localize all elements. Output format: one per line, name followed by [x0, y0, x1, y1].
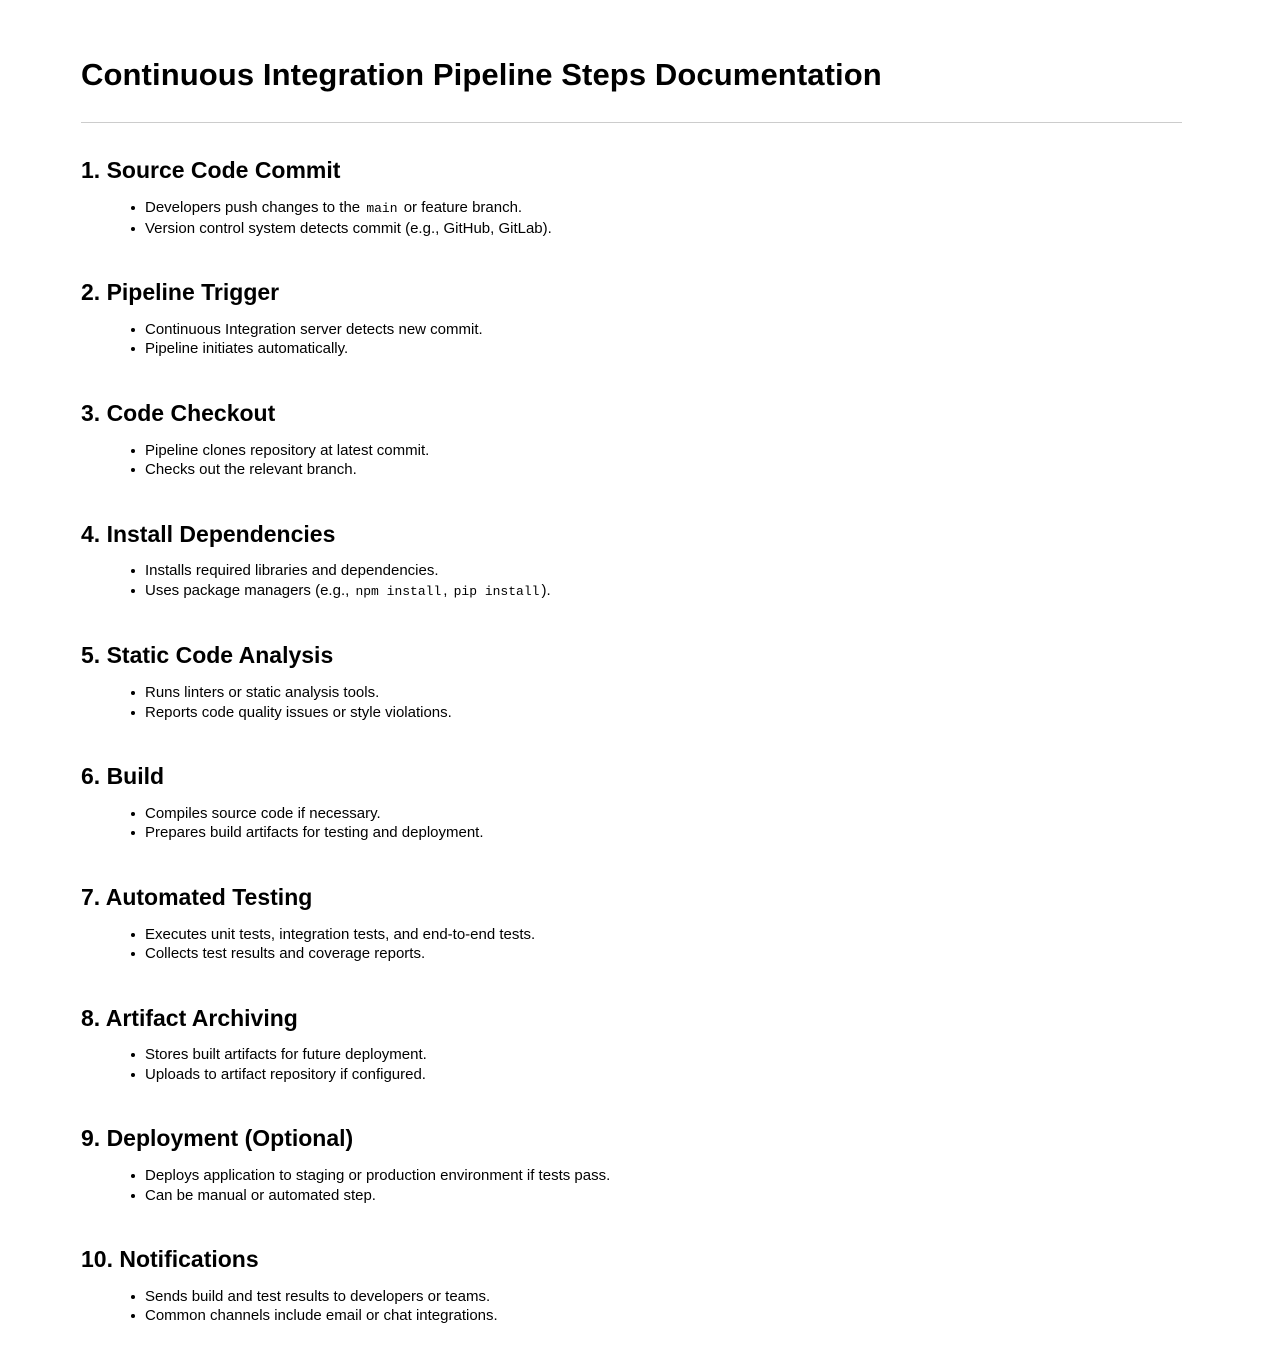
inline-code: main — [366, 201, 398, 217]
list-item — [131, 339, 1182, 359]
pipeline-step-section — [81, 1245, 1182, 1326]
inline-code: npm install — [355, 583, 442, 599]
title-divider — [81, 122, 1182, 123]
list-item — [131, 198, 1182, 219]
bullet-text: Uploads to artifact repository if configured. — [145, 1065, 426, 1083]
list-item — [131, 804, 1182, 824]
section-heading: 1. Source Code Commit — [81, 157, 341, 184]
bullet-text: Prepares build artifacts for testing and deployment. — [145, 824, 484, 842]
bullet-text: Sends build and test results to developers or teams. — [145, 1287, 491, 1305]
section-heading: 9. Deployment (Optional) — [81, 1125, 354, 1152]
list-item — [131, 1065, 1182, 1085]
bullet-text: Runs linters or static analysis tools. — [145, 684, 380, 702]
section-heading: 10. Notifications — [81, 1246, 259, 1273]
list-item — [131, 944, 1182, 964]
section-heading: 7. Automated Testing — [81, 883, 313, 910]
pipeline-step-section — [81, 1004, 1182, 1085]
section-bullet-list — [81, 561, 1182, 601]
bullet-text: Continuous Integration server detects new commit. — [145, 320, 483, 338]
bullet-text: Collects test results and coverage reports. — [145, 945, 426, 963]
section-heading: 5. Static Code Analysis — [81, 642, 334, 669]
pipeline-step-section — [81, 278, 1182, 359]
bullet-text: Uses package managers (e.g., — [145, 581, 354, 599]
section-bullet-list — [81, 1287, 1182, 1326]
section-bullet-list — [81, 1045, 1182, 1084]
pipeline-step-section — [81, 399, 1182, 480]
page-title: Continuous Integration Pipeline Steps Documentation — [81, 57, 882, 92]
section-heading: 8. Artifact Archiving — [81, 1004, 298, 1031]
bullet-text: or feature branch. — [399, 199, 523, 217]
list-item — [131, 441, 1182, 461]
bullet-text: Installs required libraries and dependencies. — [145, 562, 439, 580]
list-item — [131, 703, 1182, 723]
section-bullet-list — [81, 320, 1182, 359]
sections-container — [81, 156, 1182, 1326]
list-item — [131, 581, 1182, 602]
bullet-text: Executes unit tests, integration tests, and end-to-end tests. — [145, 925, 536, 943]
list-item — [131, 1186, 1182, 1206]
bullet-text: Deploys application to staging or production environment if tests pass. — [145, 1167, 611, 1185]
bullet-text: Reports code quality issues or style violations. — [145, 703, 452, 721]
pipeline-step-section — [81, 156, 1182, 238]
list-item — [131, 1287, 1182, 1307]
list-item — [131, 1045, 1182, 1065]
bullet-text: Compiles source code if necessary. — [145, 804, 381, 822]
list-item — [131, 320, 1182, 340]
inline-code: pip install — [453, 583, 540, 599]
pipeline-step-section — [81, 762, 1182, 843]
bullet-text: Pipeline clones repository at latest commit. — [145, 441, 430, 459]
bullet-text: ). — [541, 581, 551, 599]
bullet-text: Version control system detects commit (e.g., GitHub, GitLab). — [145, 219, 552, 237]
list-item — [131, 683, 1182, 703]
section-bullet-list — [81, 1166, 1182, 1205]
section-heading: 6. Build — [81, 763, 165, 790]
bullet-text: Checks out the relevant branch. — [145, 461, 357, 479]
bullet-text: Common channels include email or chat integrations. — [145, 1307, 498, 1325]
section-heading: 2. Pipeline Trigger — [81, 279, 280, 306]
list-item — [131, 1306, 1182, 1326]
section-bullet-list — [81, 925, 1182, 964]
bullet-text: , — [443, 581, 452, 599]
section-bullet-list — [81, 441, 1182, 480]
section-heading: 4. Install Dependencies — [81, 520, 336, 547]
bullet-text: Developers push changes to the — [145, 199, 365, 217]
section-heading: 3. Code Checkout — [81, 399, 276, 426]
bullet-text: Stores built artifacts for future deployment. — [145, 1046, 427, 1064]
list-item — [131, 1166, 1182, 1186]
list-item — [131, 823, 1182, 843]
list-item — [131, 561, 1182, 581]
pipeline-step-section — [81, 1124, 1182, 1205]
section-bullet-list — [81, 198, 1182, 238]
list-item — [131, 460, 1182, 480]
section-bullet-list — [81, 804, 1182, 843]
pipeline-step-section — [81, 520, 1182, 602]
pipeline-step-section — [81, 883, 1182, 964]
pipeline-step-section — [81, 641, 1182, 722]
list-item — [131, 925, 1182, 945]
bullet-text: Pipeline initiates automatically. — [145, 340, 349, 358]
list-item — [131, 219, 1182, 239]
bullet-text: Can be manual or automated step. — [145, 1186, 376, 1204]
section-bullet-list — [81, 683, 1182, 722]
